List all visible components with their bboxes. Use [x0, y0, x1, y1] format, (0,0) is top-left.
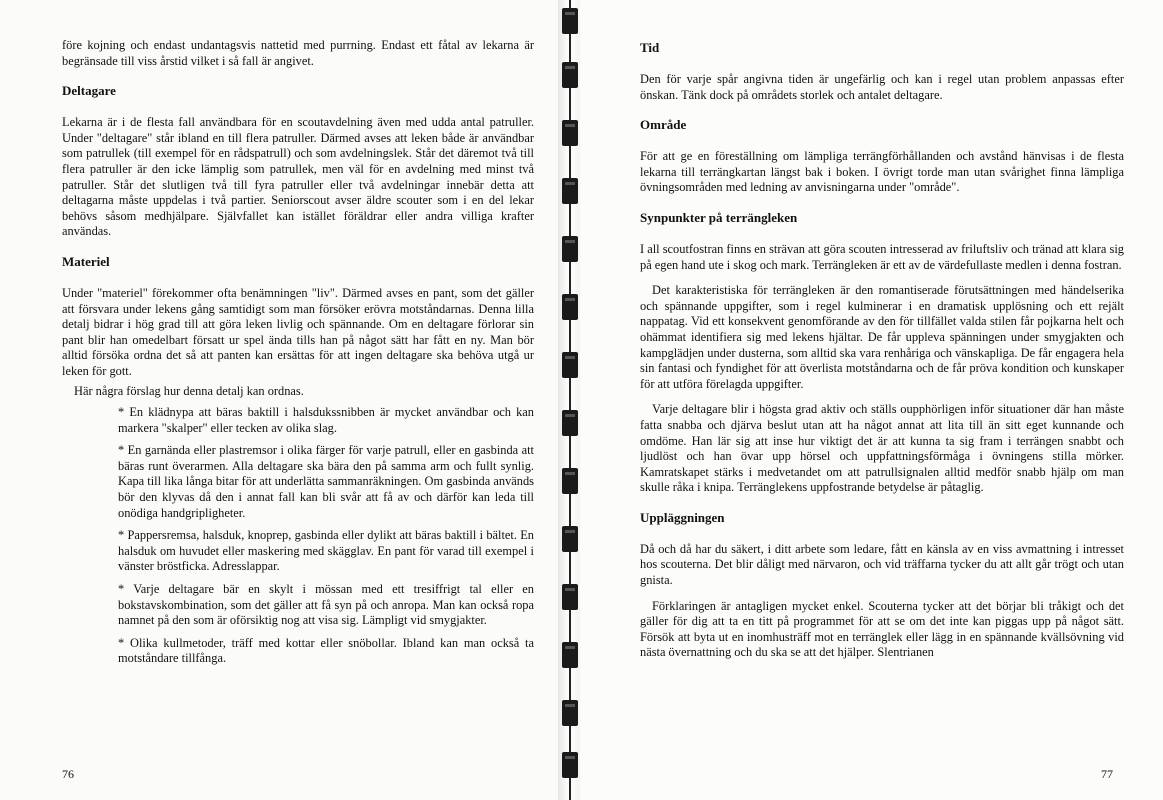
list-item: * Varje deltagare bär en skylt i mössan med ett tresiffrigt tal eller en bokstavskombination, som det gäller att få syn på och anropa. Man kan också ropa namnet på den som är oförsiktig nog att visa sig. Lämpligt vid smygjakter.: [118, 582, 534, 628]
binding-ring: [562, 294, 578, 320]
binding-ring: [562, 642, 578, 668]
deltagare-paragraph: Lekarna är i de flesta fall användbara för en scoutavdelning även med udda antal patruller. Under "deltagare" står ibland en till flera patruller. Därmed avses att leken både är användbar som patrullek (till exempel för en rådspatrull) och som avdelningslek. Står det däremot två till flera patruller är den icke lämplig som patrullek, men väl för en avdelning med minst två patruller. Står det slutligen två till fyra patruller eller två avdelningar innebär detta att deltagarna måste uppdelas i två partier. Seniorscout avser äldre scouter som i en del lekar behövs såsom medhjälpare. Självfallet kan istället föräldrar eller andra villiga krafter användas.: [62, 115, 534, 239]
binding-ring: [562, 410, 578, 436]
page-number-left: 76: [62, 767, 74, 781]
upplaggningen-paragraph: Då och då har du säkert, i ditt arbete som ledare, fått en känsla av en viss avmattning i intresset hos scouterna. Det blir dåligt med närvaron, och vid träffarna tycker du att allt går trögt och utan gnista.: [640, 541, 1124, 588]
binding-ring: [562, 62, 578, 88]
binding-ring: [562, 468, 578, 494]
right-page-text: [640, 40, 1124, 671]
binding-ring: [562, 352, 578, 378]
heading-omrade: Område: [640, 117, 687, 133]
intro-paragraph: före kojning och endast undantagsvis nattetid med purrning. Endast ett fåtal av lekarna är begränsade till viss årstid vilket i så fall är angivet.: [62, 38, 534, 68]
heading-synpunkter: Synpunkter på terrängleken: [640, 209, 798, 225]
synpunkter-paragraph: I all scoutfostran finns en strävan att göra scouten intresserad av friluftsliv och tränad att klara sig på egen hand ute i skog och mark. Terrängleken är ett av de värdefullaste medlen i denna fostran.: [640, 241, 1124, 272]
left-page: [0, 0, 560, 800]
page-number-right: 77: [1101, 767, 1113, 781]
heading-materiel: Materiel: [62, 253, 110, 269]
binding-ring: [562, 8, 578, 34]
binding-ring: [562, 526, 578, 552]
list-item: * Pappersremsa, halsduk, knoprep, gasbinda eller dylikt att bäras baktill i bältet. En halsduk om huvudet eller maskering med skägglav. En pant för varad till exempel i vänster bröstficka. Adresslappar.: [118, 528, 534, 574]
materiel-intro: Här några förslag hur denna detalj kan ordnas.: [74, 383, 304, 398]
binding-ring: [562, 178, 578, 204]
right-page: [580, 0, 1163, 800]
omrade-paragraph: För att ge en föreställning om lämpliga terrängförhållanden och avstånd hänvisas i de flesta lekarna till terrängkartan längst bak i boken. I övrigt torde man utan svårighet finna lämpliga övningsområden med ledning av anvisningarna under "område".: [640, 149, 1124, 195]
binding-ring: [562, 120, 578, 146]
binding-spine: [558, 0, 582, 800]
binding-ring: [562, 752, 578, 778]
list-item: * En klädnypa att bäras baktill i halsdukssnibben är mycket användbar och kan markera "skalper" eller tecken av olika slag.: [118, 405, 534, 435]
heading-upplaggningen: Uppläggningen: [640, 509, 725, 525]
synpunkter-paragraph: Det karakteristiska för terrängleken är den romantiserade förutsättningen med händelserika och spännande uppgifter, som i regel kulminerar i en dramatisk upplösning och ett rejält nappatag. Vid ett konsekvent genomförande av den för tillfället valda stilen får pojkarna helt och ohämmat identifiera sig med lekens hjältar. De får uppleva spänningen under smygjakten och kampglädjen under dusterna, som alltid ska vara renhåriga och vänskapliga. De får engagera hela sin fantasi och fyndighet för att överlista motståndarna och de får pröva kondition och kunskaper för att utföra förelagda uppgifter.: [640, 283, 1124, 391]
materiel-bullet-list: [118, 405, 534, 667]
left-page-text: [62, 38, 534, 674]
tid-paragraph: Den för varje spår angivna tiden är ungefärlig och kan i regel utan problem anpassas efter önskan. Tänk dock på områdets storlek och antalet deltagare.: [640, 72, 1124, 102]
upplaggningen-paragraph: Förklaringen är antagligen mycket enkel. Scouterna tycker att det börjar bli tråkigt och det gäller för dig att ta en titt på programmet för att se om det inte kan piggas upp på något sätt. Försök att byta ut en inomhusträff mot en terränglek eller lägg in en spännande kvällsövning vid nästa övernattning och du ska se att det hjälper. Slentrianen: [640, 598, 1124, 660]
list-item: * En garnända eller plastremsor i olika färger för varje patrull, eller en gasbinda att bäras runt överarmen. Alla deltagare ska bära den på samma arm och fullt synlig. Kapa till lika långa bitar för att underlätta sammanräkningen. Om gasbinda används bör den klyvas då den i annat fall kan bli svår att få av och därför kan leda till onödiga handgripligheter.: [118, 443, 534, 520]
synpunkter-paragraph: Varje deltagare blir i högsta grad aktiv och ställs oupphörligen inför situationer där han måste fatta snabba och djärva beslut utan att ha något annat att lita till än sitt eget kunnande och omdöme. Han lär sig att inse hur viktigt det är att kunna ta sig fram i terrängen snabbt och ljudlöst och han övar upp hörsel och uppfattningsförmåga i övningens stilla mörker. Kamratskapet stärks i medvetandet om att patrullsignalen alltid medför snabb hjälp om man skulle råka i knipa. Terränglekens uppfostrande betydelse är påtaglig.: [640, 402, 1124, 495]
binding-ring: [562, 236, 578, 262]
heading-tid: Tid: [640, 40, 660, 55]
binding-ring: [562, 584, 578, 610]
heading-deltagare: Deltagare: [62, 83, 116, 99]
materiel-paragraph: Under "materiel" förekommer ofta benämningen "liv". Därmed avses en pant, som det gäller att försvara under lekens gång samtidigt som man försöker erövra motståndarnas. Denna lilla detalj bidrar i hög grad till att göra leken livlig och spännande. Om en deltagare förlorar sin pant blir han omedelbart försatt ur spel ända tills han på något sätt har fått en ny. Man bör alltid försöka ordna det så att panten kan ersättas för att ingen deltagare ska behöva utgå ur leken för gott.: [62, 285, 534, 378]
binding-ring: [562, 700, 578, 726]
list-item: * Olika kullmetoder, träff med kottar eller snöbollar. Ibland kan man också ta motståndare tillfånga.: [118, 635, 534, 666]
